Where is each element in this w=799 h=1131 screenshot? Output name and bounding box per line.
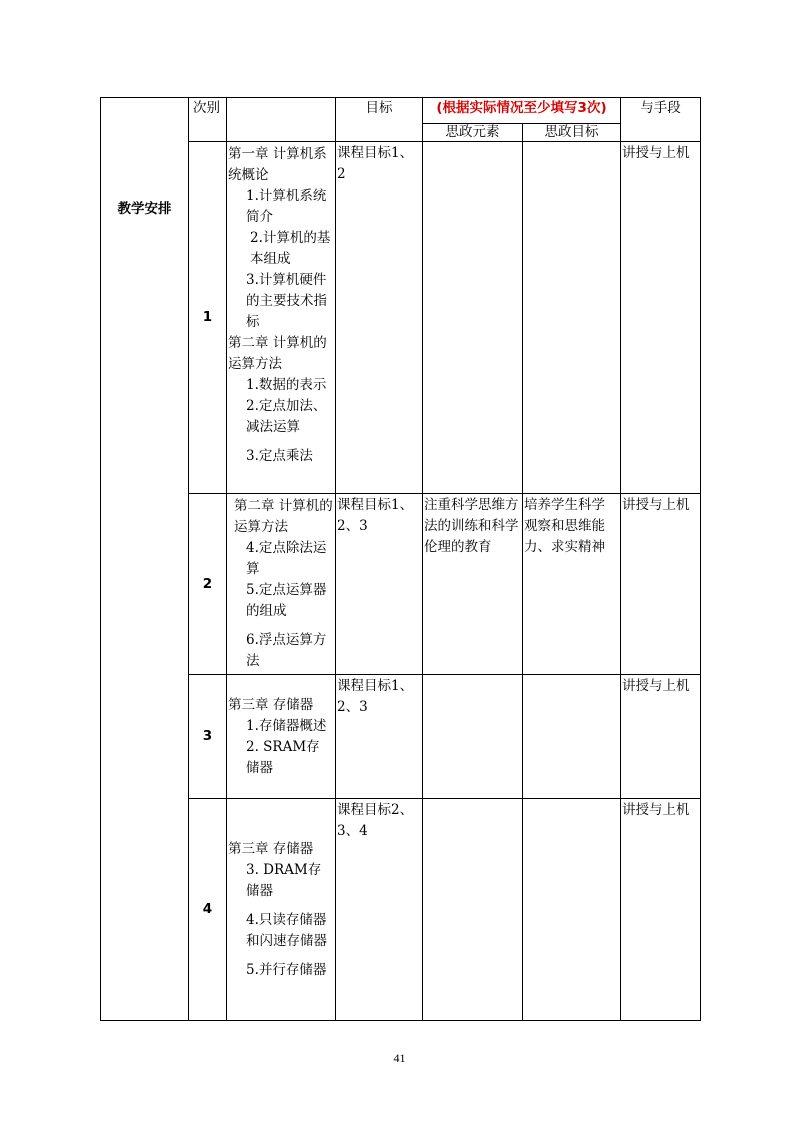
content-line: 6.浮点运算方法	[246, 632, 327, 669]
row-element	[423, 799, 523, 1021]
header-sz-goal: 思政目标	[523, 124, 621, 142]
content-line: 第三章 存储器	[228, 697, 314, 713]
header-goal: 目标	[336, 98, 423, 142]
row-content	[227, 799, 336, 1021]
header-order: 次别	[189, 98, 227, 142]
row-sz-goal	[523, 142, 621, 494]
table-row	[101, 675, 701, 799]
row-sz-goal	[523, 675, 621, 799]
row-content	[227, 142, 336, 494]
row-goal: 课程目标2、3、4	[336, 799, 423, 1021]
teaching-schedule-table	[100, 97, 701, 1021]
row-element	[423, 142, 523, 494]
content-line: 2. SRAM存储器	[246, 739, 320, 776]
row-element	[423, 675, 523, 799]
table-row	[101, 799, 701, 1021]
content-line: 2.计算机的基本组成	[250, 230, 331, 267]
header-method: 与手段	[621, 98, 701, 142]
row-method: 讲授与上机	[621, 675, 701, 799]
row-method: 讲授与上机	[621, 799, 701, 1021]
row-content	[227, 494, 336, 675]
content-line: 5.定点运算器的组成	[246, 582, 327, 619]
header-content-blank	[227, 98, 336, 142]
content-line: 3.计算机硬件的主要技术指标	[246, 272, 327, 330]
content-line: 2.定点加法、减法运算	[246, 398, 327, 435]
section-label: 教学安排	[117, 200, 172, 217]
row-element: 注重科学思维方法的训练和科学伦理的教育	[423, 494, 523, 675]
table-row	[101, 142, 701, 494]
content-line: 第二章 计算机的运算方法	[234, 498, 333, 535]
row-number: 3	[189, 675, 227, 799]
row-content	[227, 675, 336, 799]
row-method: 讲授与上机	[621, 142, 701, 494]
content-line: 1.存储器概述	[246, 718, 327, 734]
row-number: 1	[189, 142, 227, 494]
content-line: 1.计算机系统简介	[246, 188, 327, 225]
content-line: 1.数据的表示	[246, 377, 327, 393]
table-row	[101, 494, 701, 675]
row-goal: 课程目标1、2	[336, 142, 423, 494]
content-line: 第一章 计算机系统概论	[228, 146, 327, 183]
content-line: 5.并行存储器	[246, 962, 327, 978]
row-number: 4	[189, 799, 227, 1021]
row-goal: 课程目标1、2、3	[336, 494, 423, 675]
row-sz-goal	[523, 799, 621, 1021]
row-number: 2	[189, 494, 227, 675]
content-line: 第二章 计算机的运算方法	[228, 335, 327, 372]
content-line: 3. DRAM存储器	[246, 862, 322, 899]
header-element: 思政元素	[423, 124, 523, 142]
content-line: 3.定点乘法	[246, 448, 313, 464]
content-line: 第三章 存储器	[228, 841, 314, 857]
section-label-cell	[101, 98, 189, 1021]
content-line: 4.只读存储器和闪速存储器	[246, 912, 327, 949]
content-line: 4.定点除法运算	[246, 540, 327, 577]
row-sz-goal: 培养学生科学观察和思维能力、求实精神	[523, 494, 621, 675]
page-number: 41	[393, 1051, 406, 1065]
header-note-red: (根据实际情况至少填写3次)	[423, 98, 621, 124]
row-goal: 课程目标1、2、3	[336, 675, 423, 799]
row-method: 讲授与上机	[621, 494, 701, 675]
